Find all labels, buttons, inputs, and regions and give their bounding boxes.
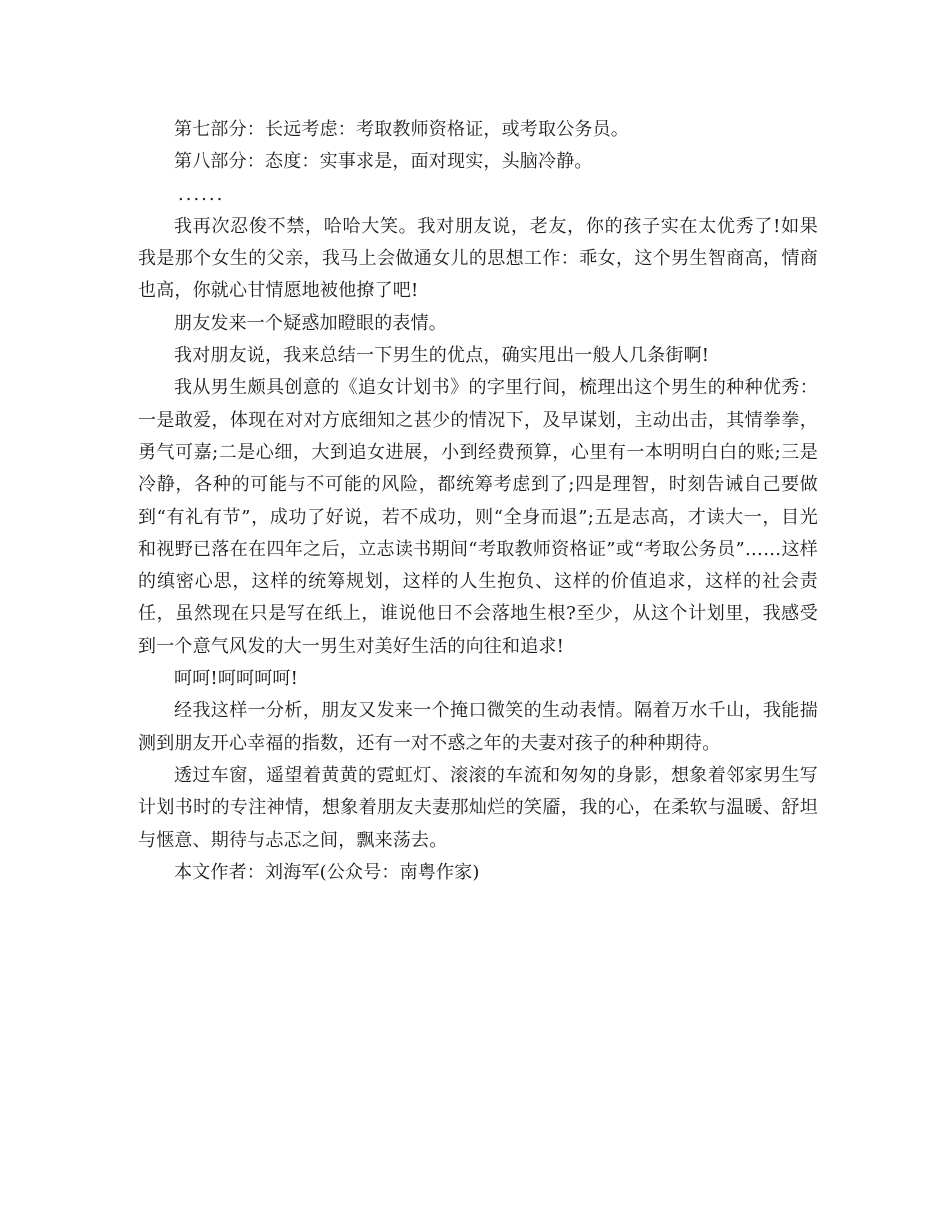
paragraph-analysis: 我从男生颇具创意的《追女计划书》的字里行间，梳理出这个男生的种种优秀：一是敢爱，体现在对对方底细知之甚少的情况下，及早谋划，主动出击，其情拳拳，勇气可嘉;二是心细，大到追女进展，小到经费预算，心里有一本明明白白的账;三是冷静，各种的可能与不可能的风险，都统筹考虑到了;四是理智，时刻告诫自己要做到“有礼有节”，成功了好说，若不成功，则“全身而退”;五是志高，才读大一，目光和视野已落在在四年之后，立志读书期间“考取教师资格证”或“考取公务员”……这样的缜密心思，这样的统筹规划，这样的人生抱负、这样的价值追求，这样的社会责任，虽然现在只是写在纸上，谁说他日不会落地生根?至少，从这个计划里，我感受到一个意气风发的大一男生对美好生活的向往和追求! [138,377,818,657]
paragraph-friend-smile: 经我这样一分析，朋友又发来一个掩口微笑的生动表情。隔着万水千山，我能揣测到朋友开心幸福的指数，还有一对不惑之年的夫妻对孩子的种种期待。 [138,700,818,754]
paragraph-part-seven: 第七部分：长远考虑：考取教师资格证，或考取公务员。 [174,119,629,140]
paragraph-friend-reaction: 朋友发来一个疑惑加瞪眼的表情。 [174,312,447,334]
paragraph-laugh: 我再次忍俊不禁，哈哈大笑。我对朋友说，老友，你的孩子实在太优秀了!如果我是那个女生的父亲，我马上会做通女儿的思想工作：乖女，这个男生智商高，情商也高，你就心甘情愿地被他撩了吧! [138,215,818,302]
paragraph-summary-intro: 我对朋友说，我来总结一下男生的优点，确实甩出一般人几条街啊! [174,345,710,367]
paragraph-car-window: 透过车窗，遥望着黄黄的霓虹灯、滚滚的车流和匆匆的身影，想象着邻家男生写计划书时的专注神情，想象着朋友夫妻那灿烂的笑靥，我的心，在柔软与温暖、舒坦与惬意、期待与忐忑之间，飘来荡去。 [138,764,818,851]
paragraph-ellipsis: ...... [178,183,225,205]
document-page [138,114,818,889]
paragraph-part-eight: 第八部分：态度：实事求是，面对现实，头脑冷静。 [174,151,593,173]
paragraph-author: 本文作者：刘海军(公众号：南粤作家) [174,861,480,883]
paragraph-haha: 呵呵!呵呵呵呵! [174,668,299,690]
